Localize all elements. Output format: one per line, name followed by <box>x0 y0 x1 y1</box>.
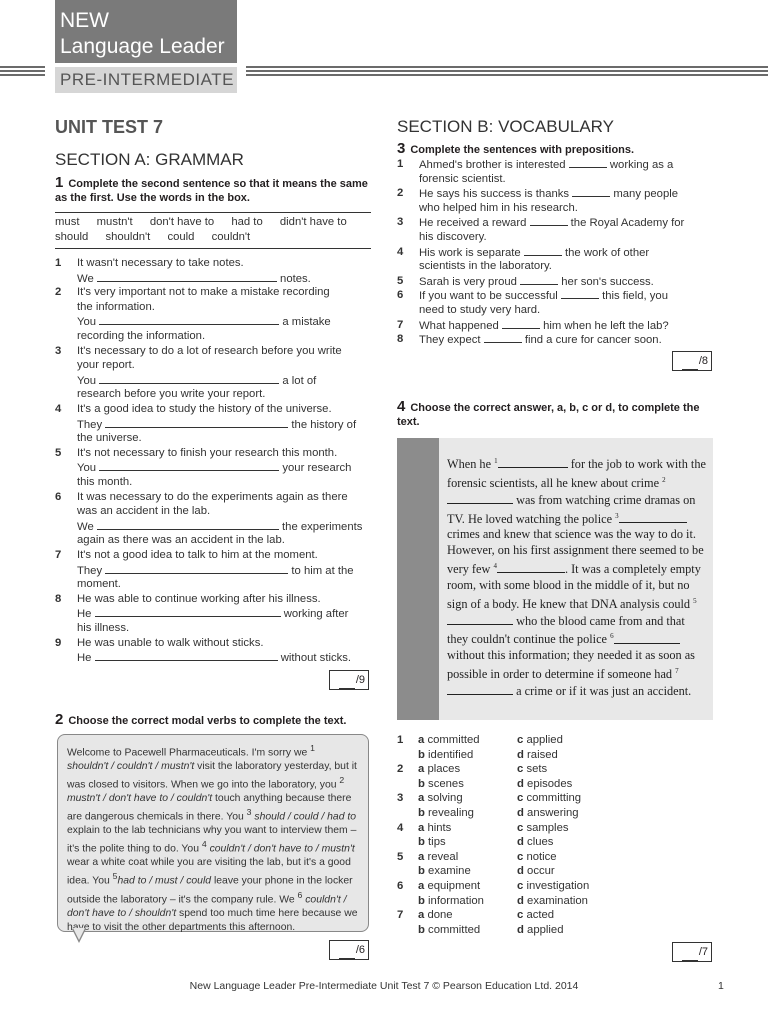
item-number: 5 <box>55 446 62 459</box>
option-set-4[interactable]: couldn't / don't have to / mustn't <box>209 843 355 855</box>
answer-line: He working after <box>77 608 349 621</box>
option-a[interactable]: a done <box>418 909 453 922</box>
level-label: PRE-INTERMEDIATE <box>55 67 237 93</box>
score-blank[interactable] <box>339 676 355 689</box>
answer-cont: recording the information. <box>77 329 206 342</box>
option-d[interactable]: d episodes <box>517 777 573 790</box>
item-number: 7 <box>55 549 62 561</box>
option-c[interactable]: c acted <box>517 909 555 922</box>
option-b[interactable]: b examine <box>418 865 471 878</box>
section-a-title: SECTION A: GRAMMAR <box>55 150 244 169</box>
item-prompt: It's not necessary to finish your research this month. <box>77 446 338 459</box>
story-gap-6[interactable] <box>614 632 680 644</box>
word: don't have to <box>149 216 215 228</box>
word-box-bottom-rule <box>55 248 371 249</box>
task-1-instruction <box>55 176 371 205</box>
item-number: 4 <box>55 403 62 415</box>
word: couldn't <box>211 231 251 243</box>
option-b[interactable]: b information <box>418 894 484 907</box>
option-d[interactable]: d applied <box>517 923 564 936</box>
answer-gap[interactable] <box>99 314 279 325</box>
option-a[interactable]: a committed <box>418 734 480 746</box>
answer-line: He without sticks. <box>77 652 352 665</box>
answer-gap[interactable] <box>502 318 540 329</box>
brand-line-1: NEW <box>60 9 109 32</box>
answer-line: We the experiments <box>77 520 363 533</box>
score-blank[interactable] <box>339 946 355 959</box>
answer-gap[interactable] <box>561 288 599 299</box>
item-prompt: It's not a good idea to talk to him at the moment. <box>77 549 318 561</box>
story-gap-1[interactable] <box>498 456 568 468</box>
option-b[interactable]: b scenes <box>418 777 464 790</box>
item-number: 9 <box>55 636 62 649</box>
story-gap-2[interactable] <box>447 492 513 504</box>
option-set-1[interactable]: shouldn't / couldn't / mustn't <box>67 761 195 773</box>
answer-line: We notes. <box>77 272 311 285</box>
answer-gap[interactable] <box>572 186 610 197</box>
word: shouldn't <box>105 231 151 243</box>
instruction-text: Complete the sentences with prepositions. <box>410 144 635 156</box>
option-set-2[interactable]: mustn't / don't have to / couldn't <box>67 793 213 805</box>
task-number: 1 <box>55 174 64 191</box>
story-gap-7[interactable] <box>447 683 513 695</box>
instruction-text: Choose the correct answer, a, b, c or d, to complete the text. <box>397 402 700 428</box>
option-b[interactable]: b revealing <box>418 807 474 819</box>
story-gap-3[interactable] <box>619 511 687 523</box>
task-number: 4 <box>397 398 406 415</box>
option-a[interactable]: a reveal <box>418 850 459 863</box>
task-4-instruction <box>397 400 713 429</box>
option-d[interactable]: d raised <box>517 748 558 761</box>
speech-bubble-text: Welcome to Pacewell Pharmaceuticals. I'm sorry we $^1$ shouldn't / couldn't / mustn't visit the laboratory yesterday, but it was closed to visitors. When we go into the laboratory, you $^2$ mustn't / don't have to / couldn't touch anything because there are dangerous chemicals in there. You $^3$ should / could / had to explain to the lab technicians why you want to interview them – it's the polite thing to do. You $^4$ couldn't / don't have to / mustn't wear a white coat while you are visiting the lab, but it's a good idea. You $^5$had to / must / could leave your phone in the locker outside the laboratory – it's the company rule. We $^6$ couldn't / don't have to / shouldn't spend too much time here because we have to visit the other departments this afternoon. <box>57 734 369 932</box>
option-set-6[interactable]: couldn't / don't have to / shouldn't <box>67 893 347 919</box>
item-prompt-cont: your report. <box>77 359 135 372</box>
option-a[interactable]: a hints <box>418 821 452 834</box>
word-box <box>55 215 371 245</box>
option-c[interactable]: c applied <box>517 734 563 746</box>
answer-gap[interactable] <box>95 606 281 617</box>
item-prompt: He was able to continue working after his illness. <box>77 592 321 605</box>
task-3-instruction <box>397 142 713 157</box>
task-4-options: 1 a committed c applied b identified d raised 2 a places c sets b scenes d episodes 3 a solving c committing b revealing d answering 4 a hints c samples b tips d clues 5 a reveal c notice b examine d occur 6 a equipment c investigation b information d examination 7 a done c acted b committed d applied <box>397 734 590 936</box>
option-d[interactable]: d occur <box>517 865 555 878</box>
option-d[interactable]: d answering <box>517 807 579 819</box>
answer-line: You your research <box>77 462 352 475</box>
answer-gap[interactable] <box>524 245 562 256</box>
score-box-task-3: /8 <box>672 351 712 371</box>
option-set-3[interactable]: should / could / had to <box>254 811 357 823</box>
task-3-items: 1 Ahmed's brother is interested working as a forensic scientist. 2 He says his success is thanks many people who helped him in his research. 3 He received a reward the Royal Academy for his discovery. 4 His work is separate the work of other scientists in the laboratory. 5 Sarah is very proud her son's success. 6 If you want to be successful this field, you need to study very hard. 7 What happened him when he left the lab? 8 They expect find a cure for cancer soon. <box>397 158 685 347</box>
footer-copyright: New Language Leader Pre-Intermediate Unit Test 7 © Pearson Education Ltd. 2014 <box>189 980 579 992</box>
option-a[interactable]: a solving <box>418 792 463 805</box>
option-c[interactable]: c sets <box>517 763 548 776</box>
answer-cont: research before you write your report. <box>77 388 266 401</box>
option-a[interactable]: a equipment <box>418 880 481 892</box>
task-number: 3 <box>397 140 406 157</box>
answer-gap[interactable] <box>99 373 279 384</box>
page-number: 1 <box>718 980 724 992</box>
answer-gap[interactable] <box>97 271 277 282</box>
story-panel-bar <box>397 438 439 720</box>
score-box-task-2: /6 <box>329 940 369 960</box>
header-stripes-left <box>0 66 45 78</box>
item-prompt: It's a good idea to study the history of the universe. <box>77 403 332 415</box>
answer-line: You a mistake <box>77 316 331 329</box>
answer-gap[interactable] <box>105 417 288 428</box>
story-gap-5[interactable] <box>447 613 513 625</box>
story-gap-4[interactable] <box>497 561 565 573</box>
option-d[interactable]: d clues <box>517 836 554 849</box>
answer-gap[interactable] <box>484 332 522 343</box>
answer-gap[interactable] <box>105 563 288 574</box>
answer-gap[interactable] <box>95 650 278 661</box>
item-number: 8 <box>55 592 62 605</box>
item-prompt: He was unable to walk without sticks. <box>77 636 264 649</box>
task-1-items <box>55 256 371 686</box>
brand-logo <box>55 0 237 63</box>
item-prompt-cont: was an accident in the lab. <box>77 505 211 518</box>
section-b-title: SECTION B: VOCABULARY <box>397 117 614 136</box>
word: mustn't <box>96 216 133 228</box>
header-stripes-right <box>246 66 768 78</box>
instruction-text: Complete the second sentence so that it means the same as the first. Use the words in the box. <box>55 178 368 204</box>
answer-line: They to him at the <box>77 564 354 577</box>
word-row-1 <box>55 215 371 230</box>
item-number: 3 <box>55 344 62 357</box>
option-c[interactable]: c investigation <box>517 880 590 892</box>
story-text: When he $^1$ for the job to work with the forensic scientists, all he knew about crime $^2$ was from watching crime dramas on TV. He loved watching the police $^3$ crimes and knew that science was the way to do it. However, on his first assignment there seemed to be very few $^4$ . It was a completely empty room, with some blood in the middle of it, but no sign of a body. He knew that DNA analysis could $^5$ who the blood came from and that they couldn't continue the police $^6$ without this information; they needed it as soon as possible in order to determine if someone had $^7$ a crime or if it was just an accident. <box>447 457 706 699</box>
option-b[interactable]: b committed <box>418 923 481 936</box>
item-prompt: It's necessary to do a lot of research before you write <box>77 344 342 357</box>
word-row-2 <box>55 230 371 245</box>
item-number: 1 <box>55 257 62 269</box>
answer-gap[interactable] <box>97 519 279 530</box>
item-prompt-cont: the information. <box>77 300 155 313</box>
word: could <box>167 231 195 243</box>
score-blank[interactable] <box>682 948 698 961</box>
item-number: 6 <box>55 490 62 503</box>
item-prompt: It was necessary to do the experiments again as there <box>77 490 348 503</box>
answer-cont: again as there was an accident in the lab. <box>77 534 285 547</box>
answer-line: They the history of <box>77 418 357 431</box>
option-c[interactable]: c committing <box>517 792 582 805</box>
answer-gap[interactable] <box>520 274 558 285</box>
option-set-5[interactable]: had to / must / could <box>117 875 212 887</box>
score-box-task-1: /9 <box>329 670 369 690</box>
score-blank[interactable] <box>682 357 698 370</box>
instruction-text: Choose the correct modal verbs to complete the text. <box>68 715 347 727</box>
task-2-instruction <box>55 713 371 728</box>
answer-cont: this month. <box>77 475 133 488</box>
option-c[interactable]: c notice <box>517 850 557 863</box>
word: had to <box>231 216 263 228</box>
word-box-top-rule <box>55 212 371 213</box>
answer-cont: his illness. <box>77 621 130 634</box>
unit-title: UNIT TEST 7 <box>55 117 164 137</box>
word: should <box>55 231 89 243</box>
task-number: 2 <box>55 711 64 728</box>
answer-gap[interactable] <box>569 157 607 168</box>
brand-line-2: Language Leader <box>60 35 225 58</box>
option-c[interactable]: c samples <box>517 821 569 834</box>
answer-gap[interactable] <box>530 215 568 226</box>
answer-line: You a lot of <box>77 374 317 387</box>
item-prompt: It wasn't necessary to take notes. <box>77 257 244 269</box>
speech-bubble-tail-fill <box>73 928 85 940</box>
option-d[interactable]: d examination <box>517 894 588 907</box>
answer-cont: the universe. <box>77 432 142 445</box>
word: didn't have to <box>279 216 347 228</box>
option-b[interactable]: b tips <box>418 836 446 849</box>
option-a[interactable]: a places <box>418 763 461 776</box>
item-number: 2 <box>55 286 62 299</box>
answer-gap[interactable] <box>99 460 279 471</box>
answer-cont: moment. <box>77 578 121 591</box>
option-b[interactable]: b identified <box>418 748 474 761</box>
word: must <box>55 216 80 228</box>
score-box-task-4: /7 <box>672 942 712 962</box>
item-prompt: It's very important not to make a mistake recording <box>77 286 330 299</box>
